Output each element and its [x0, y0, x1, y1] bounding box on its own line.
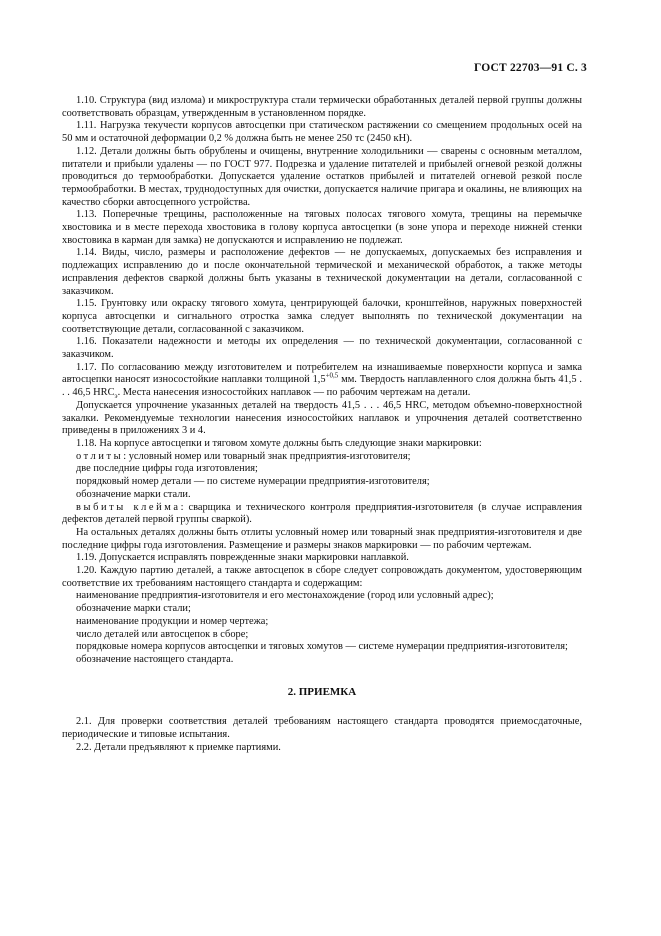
paragraph-1-18: 1.18. На корпусе автосцепки и тяговом хомуте должны быть следующие знаки маркировки:	[76, 437, 482, 449]
stamp-label: выбиты клейма	[76, 501, 181, 513]
marking-stamped	[62, 502, 582, 527]
p117-before: 1.17. По согласованию между изготовителем и потребителем на изнашиваемые поверхности корпуса и замка автосцепки наносят износостойкие наплавки толщиной 1,5	[62, 361, 582, 386]
paragraph-1-10: 1.10. Структура (вид излома) и микроструктура стали термически обработанных деталей первой группы должны соответствовать образцам, утвержденным в установленном порядке.	[62, 95, 582, 119]
marking-item: порядковый номер детали — по системе нумерации предприятия-изготовителя;	[76, 476, 430, 488]
paragraph-1-20: 1.20. Каждую партию деталей, а также автосцепок в сборе следует сопровождать документом, удостоверяющим соответствие их требованиям настоящего стандарта и содержащим:	[62, 565, 582, 589]
p117-middle: мм. Твердость наплавленного слоя должна быть 41,5 . . . 46,5 HRC	[62, 374, 583, 399]
cast-label: отлиты	[76, 450, 124, 462]
document-content-item: наименование продукции и номер чертежа;	[76, 615, 269, 627]
paragraph-2-1: 2.1. Для проверки соответствия деталей требованиям настоящего стандарта проводятся приемосдаточные, периодические и типовые испытания.	[62, 716, 582, 741]
paragraph-1-11: 1.11. Нагрузка текучести корпусов автосцепки при статическом растяжении со смещением продольных осей на 50 мм и остаточной деформации 0,2 % должна быть не менее 250 тс (2450 кН).	[62, 120, 582, 145]
marking-cast	[62, 451, 582, 464]
paragraph-1-16: 1.16. Показатели надежности и методы их определения — по технической документации, согласованной с заказчиком.	[62, 336, 582, 361]
paragraph-1-17-hardening: Допускается упрочнение указанных деталей на твердость 41,5 . . . 46,5 HRC, методом объемно-поверхностной закалки. Рекомендуемые технологии нанесения износостойких наплавок и упрочнения деталей соответственно приведены в приложениях 3 и 4.	[62, 399, 582, 437]
document-content-item: обозначение марки стали;	[76, 603, 191, 615]
paragraph-1-14: 1.14. Виды, число, размеры и расположение дефектов — не допускаемых, допускаемых без исправления и подлежащих исправлению до и после окончательной термической и механической обработок, а также методы исправления дефектов сваркой должны быть указаны в технической документации на детали, согласованной с заказчиком.	[62, 247, 582, 297]
paragraph-1-15: 1.15. Грунтовку или окраску тягового хомута, центрирующей балочки, кронштейнов, наружных поверхностей корпуса автосцепки и сигнального отростка замка следует выполнять по технической документации на соответствующие детали, согласованной с заказчиком.	[62, 298, 582, 335]
paragraph-1-13: 1.13. Поперечные трещины, расположенные на тяговых полосах тягового хомута, трещины на перемычке хвостовика и в месте перехода хвостовика в голову корпуса автосцепки (в зоне упора и переходе нижней стенки хвостовика в карман для замка) не допускаются и исправлению не подлежат.	[62, 209, 582, 246]
document-content-item: обозначение настоящего стандарта.	[76, 653, 234, 665]
tolerance-superscript: +0,5	[325, 372, 339, 380]
document-content-item: порядковые номера корпусов автосцепки и тяговых хомутов — системе нумерации предприятия-изготовителя;	[76, 641, 568, 653]
document-content-item: число деталей или автосцепок в сборе;	[76, 628, 249, 640]
marking-item: две последние цифры года изготовления;	[76, 463, 258, 475]
stamp-text: : сварщика и технического контроля предприятия-изготовителя (в случае исправления дефектов деталей первой группы сваркой).	[62, 501, 582, 526]
document-content-item: наименование предприятия-изготовителя и его местонахождение (город или условный адрес);	[76, 590, 494, 602]
marking-item: обозначение марки стали.	[76, 488, 191, 500]
paragraph-1-12: 1.12. Детали должны быть обрублены и очищены, внутренние холодильники — сварены с основным металлом, питатели и прибыли удалены — по ГОСТ 977. Подрезка и удаление питателей и прибылей огневой резкой должны проводиться до термообработки. Допускается удаление остатков прибылей и питателей огневой резкой после термообработки. В местах, труднодоступных для очистки, допускается наличие пригара и окалины, не влияющих на качество сборки автосцепного устройства.	[62, 145, 582, 208]
section-heading-acceptance: 2. ПРИЕМКА	[287, 685, 357, 698]
p117-after: . Места нанесения износостойких наплавок — по рабочим чертежам на детали.	[117, 387, 471, 399]
paragraph-1-17	[62, 362, 582, 400]
page-header: ГОСТ 22703—91 С. 3	[474, 62, 587, 74]
paragraph-1-19: 1.19. Допускается исправлять поврежденные знаки маркировки наплавкой.	[76, 552, 409, 564]
cast-text: : условный номер или товарный знак предприятия-изготовителя;	[123, 450, 411, 462]
hrc-subscript: э	[114, 392, 118, 401]
paragraph-2-2: 2.2. Детали предъявляют к приемке партиями.	[76, 741, 281, 753]
marking-other-parts: На остальных деталях должны быть отлиты условный номер или товарный знак предприятия-изготовителя и две последние цифры года изготовления. Размещение и размеры знаков маркировки — по рабочим чертежам.	[62, 526, 582, 551]
document-body	[62, 95, 582, 754]
